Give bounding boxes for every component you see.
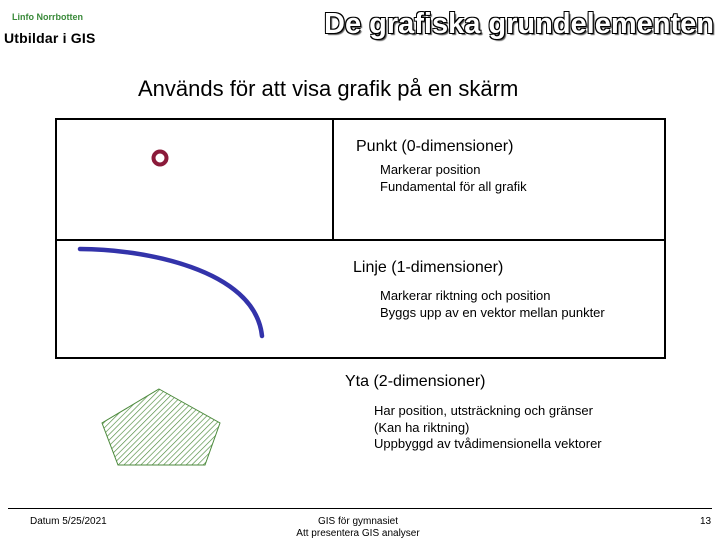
section-area-heading: Yta (2-dimensioner) xyxy=(345,373,486,390)
section-area-line-2: (Kan ha riktning) xyxy=(374,419,470,435)
slide-subtitle: Används för att visa grafik på en skärm xyxy=(138,76,519,101)
section-area-line-3: Uppbyggd av tvådimensionella vektorer xyxy=(374,436,602,451)
footer-rule xyxy=(8,508,712,509)
section-line-line-2: Byggs upp av en vektor mellan punkter xyxy=(380,304,605,320)
footer-center xyxy=(288,516,428,540)
section-area-text xyxy=(374,403,602,453)
footer-center-line-1: GIS för gymnasiet xyxy=(317,516,399,527)
logo-bottom-text: Utbildar i GIS xyxy=(4,30,96,46)
page-number: 13 xyxy=(700,516,712,527)
slide-title: De grafiska grundelementen xyxy=(324,8,714,40)
section-area-line-1: Har position, utsträckning och gränser xyxy=(374,403,593,418)
footer-date: Datum 5/25/2021 xyxy=(30,516,107,527)
section-point-text xyxy=(380,162,527,195)
section-point-heading: Punkt (0-dimensioner) xyxy=(356,138,514,155)
section-point-line-1: Markerar position xyxy=(380,162,481,177)
point-symbol xyxy=(154,152,167,165)
section-point-line-2: Fundamental för all grafik xyxy=(380,178,527,194)
section-line-text xyxy=(380,288,605,321)
line-symbol xyxy=(80,249,262,336)
footer-center-line-2: Att presentera GIS analyser xyxy=(296,528,420,539)
polygon-symbol xyxy=(102,389,220,465)
section-line-heading: Linje (1-dimensioner) xyxy=(353,259,504,276)
logo-top-text: Linfo Norrbotten xyxy=(12,12,83,22)
section-line-line-1: Markerar riktning och position xyxy=(380,288,551,303)
